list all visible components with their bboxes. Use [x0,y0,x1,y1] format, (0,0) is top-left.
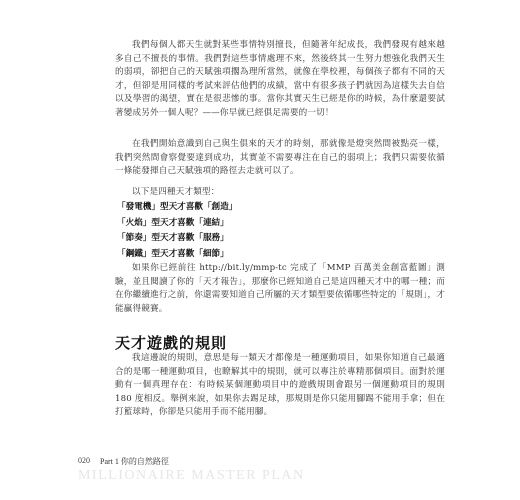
genius-type-tempo: 「節奏」型天才喜歡「服務」 [117,233,229,243]
part-label: Part 1 你的自然路徑 [100,457,169,466]
paragraph-game-rules: 我這邊說的規則，意思是每一類天才都像是一種運動項目，如果你知道自己最適合的是哪一種運動項目，也瞭解其中的規則，就可以專注於專精那個項目。面對於運動有一個真理存在：有時候某個運動項目中的遊戲規則會跟另一個運動項目的規則 180 度相反。舉例來說，如果你去踢足球，那規則是你只能用腳踢不能用手拿；但在打籃球時，你卻是只能用手而不能用腳。 [115,353,445,418]
page-number: 020 [78,456,90,465]
page-footer [78,456,458,496]
genius-type-dynamo: 「發電機」型天才喜歡「創造」 [117,202,238,212]
genius-type-blaze: 「火焰」型天才喜歡「連結」 [117,217,229,228]
paragraph-genius-test: 如果你已經前往 http://bit.ly/mmp-tc 完成了「MMP 百萬美金創富藍圖」測驗，並且閱讀了你的「天才報告」，那麼你已經知道自己是這四種天才中的哪一種；而在你繼續進行之前，你還需要知道自己所屬的天才類型要依循哪些特定的「規則」，才能贏得競賽。 [115,263,445,314]
genius-type-steel: 「鋼鐵」型天才喜歡「細節」 [117,248,229,259]
section-title: 天才遊戲的規則 [115,334,228,352]
genius-types-list [115,200,445,262]
paragraph-four-types-intro: 以下是四種天才類型： [132,187,220,197]
paragraph-realizing-genius: 在我們開始意識到自己與生俱來的天才的時刻，那就像是燈突然間被點亮一樣，我們突然間會察覺要達到成功，其實並不需要專注在自己的弱項上；我們只需要依循一條能發揮自己天賦強項的路徑去走就可以了。 [115,139,445,177]
paragraph-innate-strengths: 我們每個人都天生就對某些事情特別擅長，但隨著年紀成長，我們發現有越來越多自己不擅長的事情。我們對這些事情處理不來，然後終其一生努力想強化我們天生的弱項，卻把自己的天賦強項擱為理所當然，就像在學校裡，每個孩子都有不同的天才，但卻是用同樣的考試來評估他們的成績，當中有很多孩子們就因為這樣失去自信以及學習的渴望，實在是很悲慘的事。當你其實天生已經是你的時候，為什麼還要試著變成另外一個人呢？——你早就已經俱足需要的一切！ [115,40,445,118]
book-title-watermark: MILLIONAIRE MASTER PLAN [78,468,305,483]
